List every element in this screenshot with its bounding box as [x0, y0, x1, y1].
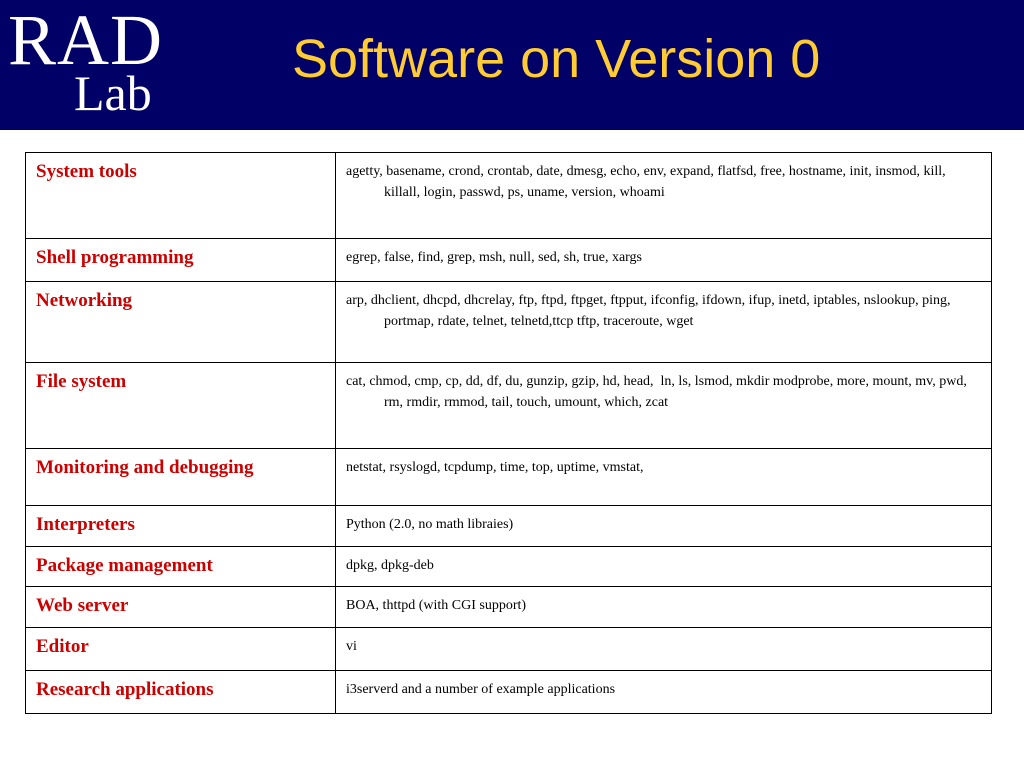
items-cell: [336, 547, 992, 587]
table-row: [26, 282, 992, 363]
category-cell: Interpreters: [26, 506, 336, 547]
items-cell: [336, 363, 992, 449]
logo-lab-text: Lab: [74, 65, 152, 121]
items-text: dpkg, dpkg-deb: [346, 558, 434, 573]
logo-rad-text: RAD: [8, 0, 164, 80]
items-cell: [336, 628, 992, 671]
slide-title: Software on Version 0: [292, 29, 821, 89]
items-cell: [336, 239, 992, 282]
table-row: [26, 363, 992, 449]
category-cell: Research applications: [26, 671, 336, 714]
category-cell: Monitoring and debugging: [26, 449, 336, 506]
items-cell: [336, 153, 992, 239]
header-bar: [0, 0, 1024, 130]
table-row: [26, 547, 992, 587]
table-row: [26, 628, 992, 671]
items-text: cat, chmod, cmp, cp, dd, df, du, gunzip, gzip, hd, head, ln, ls, lsmod, mkdir modprobe, more, mount, mv, pwd, rm, rmdir, rmmod, tail, touch, umount, which, zcat: [346, 374, 971, 410]
category-cell: Web server: [26, 587, 336, 628]
items-text: i3serverd and a number of example applications: [346, 682, 616, 697]
table-row: [26, 506, 992, 547]
items-text: agetty, basename, crond, crontab, date, dmesg, echo, env, expand, flatfsd, free, hostname, init, insmod, kill, killall, login, passwd, ps, uname, version, whoami: [346, 164, 950, 200]
items-text: Python (2.0, no math libraies): [346, 517, 514, 532]
items-text: vi: [346, 639, 357, 654]
items-cell: [336, 282, 992, 363]
table-row: [26, 239, 992, 282]
radlab-logo: [8, 0, 183, 128]
software-table: [25, 152, 992, 714]
category-cell: Networking: [26, 282, 336, 363]
items-text: arp, dhclient, dhcpd, dhcrelay, ftp, ftpd, ftpget, ftpput, ifconfig, ifdown, ifup, inetd, iptables, nslookup, ping, portmap, rdate, telnet, telnetd,ttcp tftp, traceroute, wget: [346, 293, 954, 329]
category-cell: Editor: [26, 628, 336, 671]
items-text: egrep, false, find, grep, msh, null, sed, sh, true, xargs: [346, 250, 643, 265]
items-cell: [336, 449, 992, 506]
items-cell: [336, 671, 992, 714]
table-row: [26, 587, 992, 628]
items-cell: [336, 587, 992, 628]
items-text: netstat, rsyslogd, tcpdump, time, top, uptime, vmstat,: [346, 460, 644, 475]
category-cell: Shell programming: [26, 239, 336, 282]
category-cell: Package management: [26, 547, 336, 587]
category-cell: System tools: [26, 153, 336, 239]
table-row: [26, 671, 992, 714]
items-cell: [336, 506, 992, 547]
table-row: [26, 153, 992, 239]
items-text: BOA, thttpd (with CGI support): [346, 598, 527, 613]
category-cell: File system: [26, 363, 336, 449]
table-row: [26, 449, 992, 506]
